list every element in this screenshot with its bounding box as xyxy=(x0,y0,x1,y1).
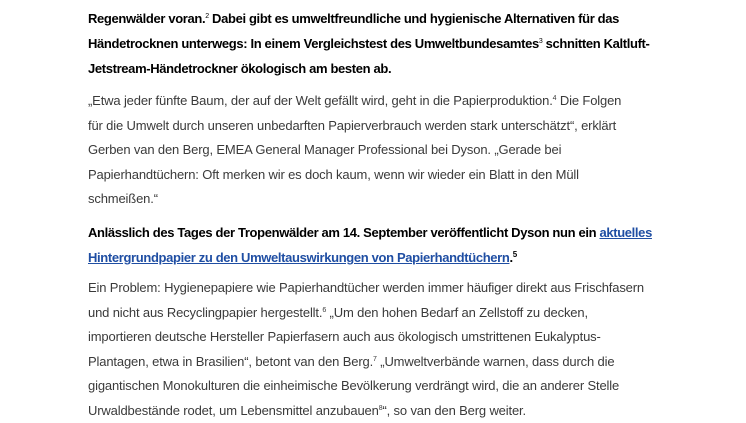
text-line: Papierhandtüchern: Oft merken wir es doch kaum, wenn wir wieder ein Blatt in den Müll xyxy=(88,163,688,188)
text-line: Regenwälder voran.$^2$ Dabei gibt es umweltfreundliche und hygienische Alternativen für das xyxy=(88,6,688,31)
text-line: Händetrocknen unterwegs: In einem Vergleichstest des Umweltbundesamtes$^3$ schnitten Kaltluft- xyxy=(88,31,688,56)
footnote-ref: 2 xyxy=(205,13,209,20)
footnote-ref: 5 xyxy=(513,250,517,259)
paragraph-intro-bold xyxy=(88,6,688,81)
text-line: Plantagen, etwa in Brasilien“, betont van den Berg.$^7$ „Umweltverbände warnen, dass durch die xyxy=(88,350,688,375)
footnote-ref: 6 xyxy=(322,307,326,314)
text-line: schmeißen.“ xyxy=(88,187,688,212)
footnote-ref: 4 xyxy=(553,95,557,102)
text-line: und nicht aus Recyclingpapier hergestellt.$^6$ „Um den hohen Bedarf an Zellstoff zu decken, xyxy=(88,301,688,326)
text-line: Gerben van den Berg, EMEA General Manager Professional bei Dyson. „Gerade bei xyxy=(88,138,688,163)
text-line: „Etwa jeder fünfte Baum, der auf der Welt gefällt wird, geht in die Papierproduktion.$^4$ Die Folgen xyxy=(88,89,688,114)
text-line: Urwaldbestände rodet, um Lebensmittel anzubauen$^8$“, so van den Berg weiter. xyxy=(88,399,688,423)
text-line: für die Umwelt durch unseren unbedarften Papierverbrauch werden stark unterschätzt“, erklärt xyxy=(88,114,688,139)
report-link-part1[interactable]: aktuelles xyxy=(599,225,652,240)
footnote-ref: 7 xyxy=(373,356,377,363)
text-line: Anlässlich des Tages der Tropenwälder am 14. September veröffentlicht Dyson nun ein aktuelles xyxy=(88,220,688,245)
text-line: Jetstream-Händetrockner ökologisch am besten ab. xyxy=(88,56,688,81)
paragraph-quote xyxy=(88,89,688,212)
footnote-ref: 8 xyxy=(379,405,383,412)
text-line: gigantischen Monokulturen die einheimische Bevölkerung verdrängt wird, die an anderer Stelle xyxy=(88,374,688,399)
text-line: importieren deutsche Hersteller Papierfasern auch aus ökologisch umstrittenen Eukalyptus- xyxy=(88,325,688,350)
footnote-ref: 3 xyxy=(539,38,543,45)
paragraph-problem xyxy=(88,276,688,423)
report-link-part2[interactable]: Hintergrundpapier zu den Umweltauswirkungen von Papierhandtüchern xyxy=(88,250,509,265)
text-line: Hintergrundpapier zu den Umweltauswirkungen von Papierhandtüchern.$^5$ xyxy=(88,245,688,270)
text-line: Ein Problem: Hygienepapiere wie Papierhandtücher werden immer häufiger direkt aus Frischfasern xyxy=(88,276,688,301)
paragraph-announcement xyxy=(88,220,688,270)
